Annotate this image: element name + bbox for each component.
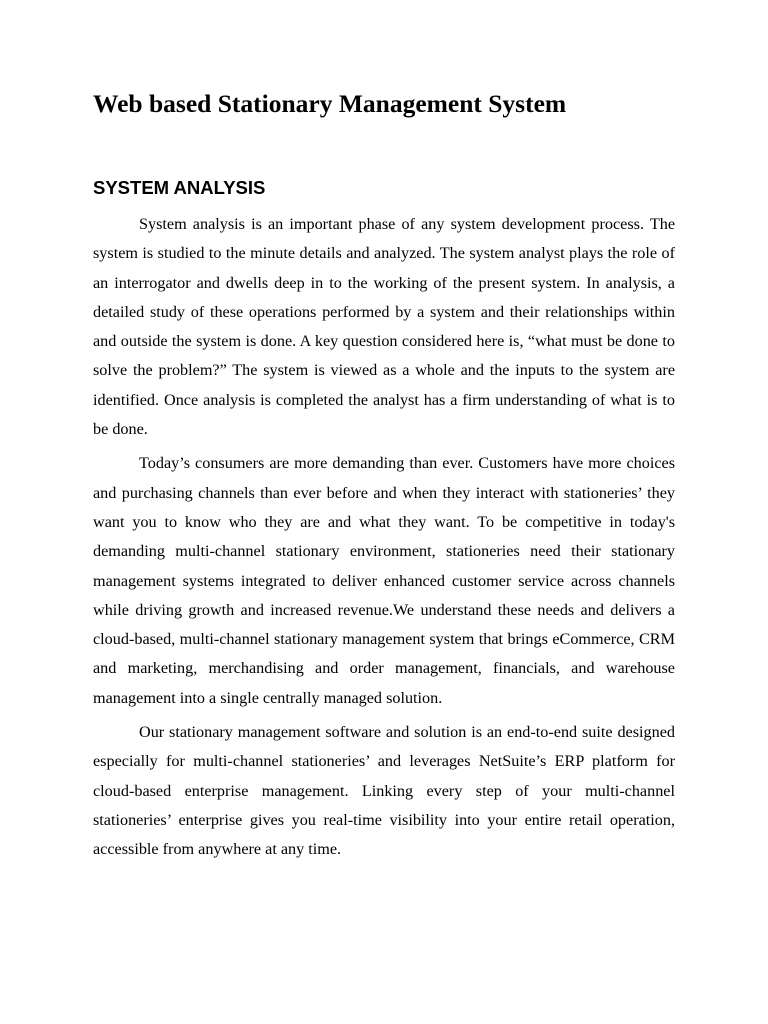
section-heading: SYSTEM ANALYSIS — [93, 177, 266, 198]
paragraph-consumers: Today’s consumers are more demanding than ever. Customers have more choices and purchasing channels than ever before and when they interact with stationeries’ they want you to know who they are and what they want. To be competitive in today's demanding multi-channel stationary environment, stationeries need their stationary management systems integrated to deliver enhanced customer service across channels while driving growth and increased revenue.We understand these needs and delivers a cloud-based, multi-channel stationary management system that brings eCommerce, CRM and marketing, merchandising and order management, financials, and warehouse management into a single centrally managed solution. — [93, 454, 675, 707]
paragraph-system-analysis: System analysis is an important phase of any system development process. The system is studied to the minute details and analyzed. The system analyst plays the role of an interrogator and dwells deep in to the working of the present system. In analysis, a detailed study of these operations performed by a system and their relationships within and outside the system is done. A key question considered here is, “what must be done to solve the problem?” The system is viewed as a whole and the inputs to the system are identified. Once analysis is completed the analyst has a firm understanding of what is to be done. — [93, 215, 675, 439]
document-title: Web based Stationary Management System — [93, 89, 567, 118]
paragraph-software-solution: Our stationary management software and solution is an end-to-end suite designed especially for multi-channel stationeries’ and leverages NetSuite’s ERP platform for cloud-based enterprise management. Linking every step of your multi-channel stationeries’ enterprise gives you real-time visibility into your entire retail operation, accessible from anywhere at any time. — [93, 723, 675, 859]
document-page — [93, 85, 675, 865]
